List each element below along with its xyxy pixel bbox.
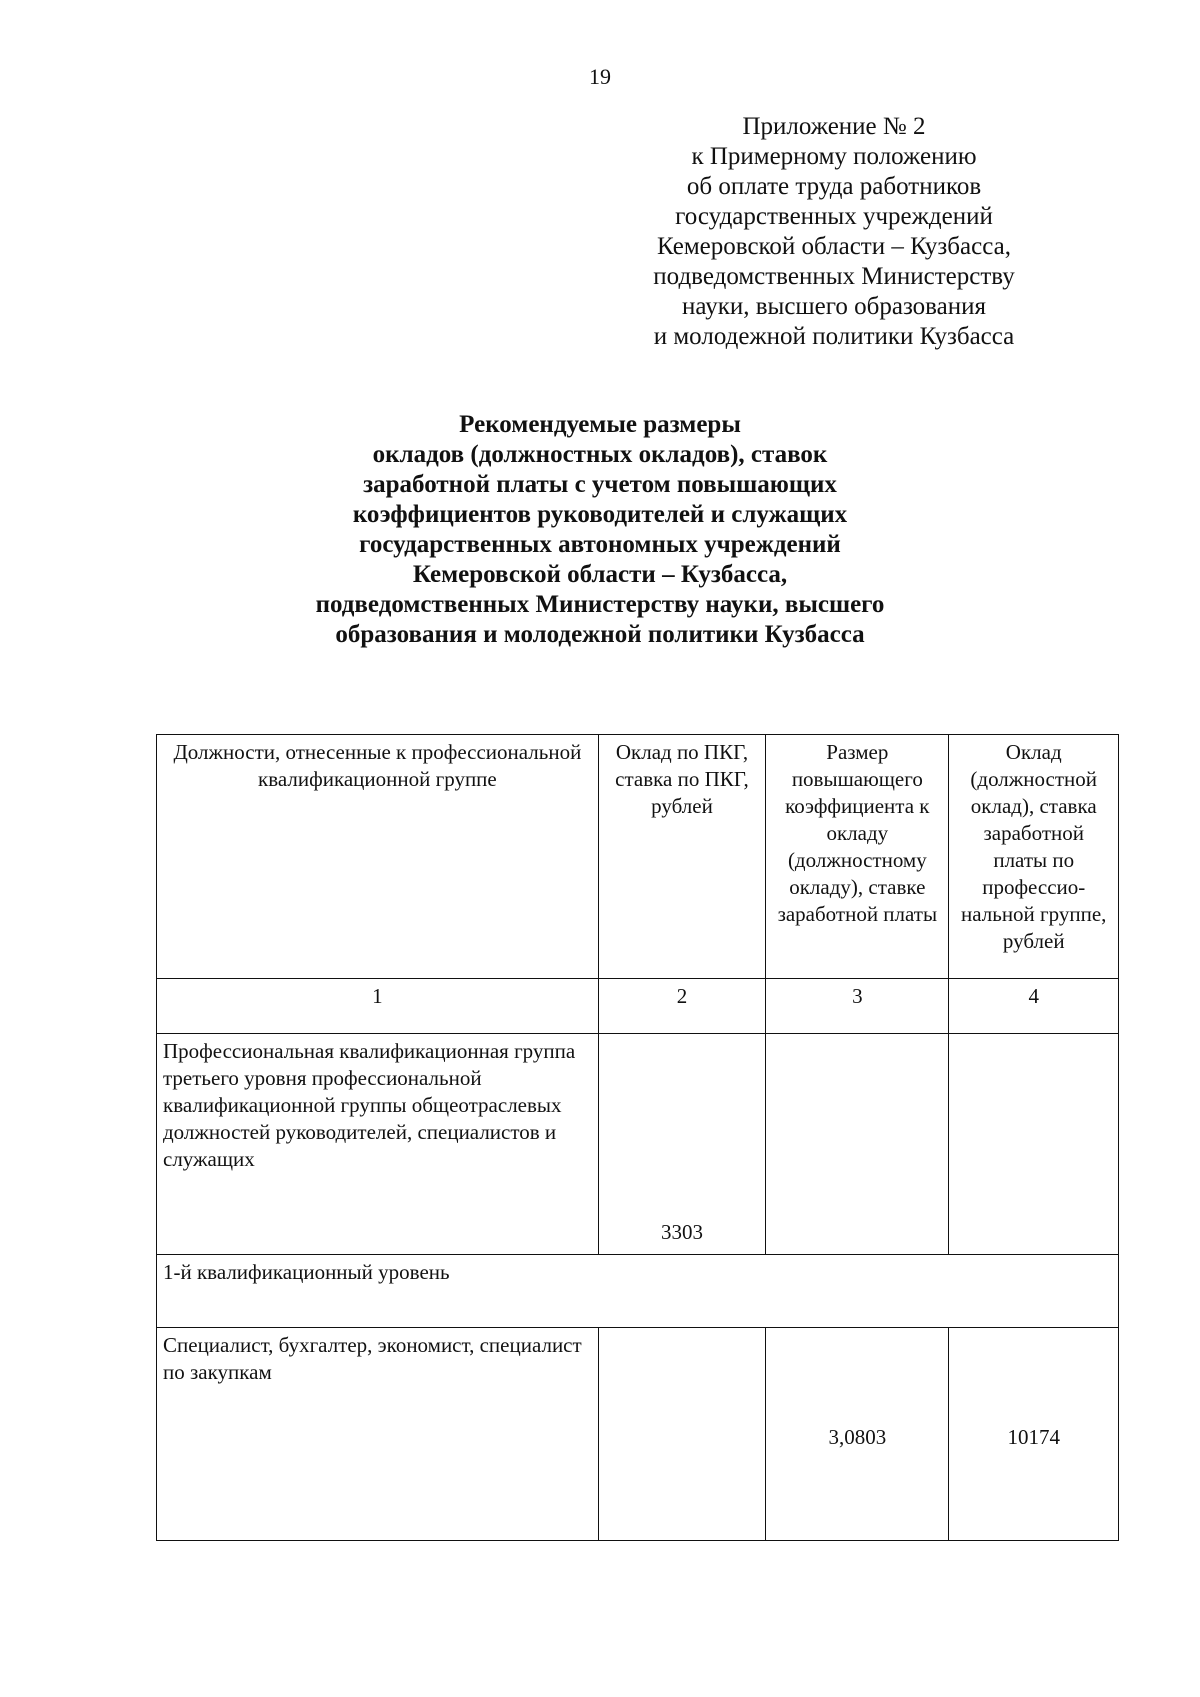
- appendix-line: науки, высшего образования: [681, 293, 987, 320]
- table-row-group: [157, 1034, 1119, 1255]
- column-number: 3: [766, 979, 949, 1034]
- salary-table: [156, 734, 1119, 1541]
- title-line: Рекомендуемые размеры: [459, 411, 741, 438]
- table-row-level: [157, 1255, 1119, 1328]
- appendix-line: и молодежной политики Кузбасса: [653, 323, 1015, 350]
- appendix-line: об оплате труда работников: [686, 173, 982, 200]
- group-base-salary: 3303: [598, 1034, 765, 1255]
- empty-cell: [766, 1034, 949, 1255]
- header-coefficient: Размер повышающего коэффициента к окладу (должностному окладу), ставке заработной платы: [766, 735, 949, 979]
- qualification-level: 1-й квалификационный уровень: [157, 1255, 1119, 1328]
- document-title: [240, 410, 960, 650]
- header-positions: Должности, отнесенные к профессиональной квалификационной группе: [157, 735, 599, 979]
- column-number: 2: [598, 979, 765, 1034]
- group-name: Профессиональная квалификационная группа третьего уровня профессиональной квалификационной группы общеотраслевых должностей руководителей, специалистов и служащих: [157, 1034, 599, 1255]
- column-number-row: [157, 979, 1119, 1034]
- appendix-line: государственных учреждений: [675, 203, 993, 230]
- appendix-line: Приложение № 2: [742, 113, 926, 140]
- title-line: подведомственных Министерству науки, высшего: [315, 591, 885, 618]
- column-number: 4: [949, 979, 1119, 1034]
- header-resulting-salary: Оклад (должностной оклад), ставка заработной платы по профессио-нальной группе, рублей: [949, 735, 1119, 979]
- title-line: заработной платы с учетом повышающих: [363, 471, 837, 498]
- column-number: 1: [157, 979, 599, 1034]
- title-line: окладов (должностных окладов), ставок: [372, 441, 828, 468]
- appendix-line: подведомственных Министерству: [653, 263, 1015, 290]
- page-number: 19: [589, 64, 611, 89]
- appendix-header: [636, 112, 1032, 352]
- appendix-line: Кемеровской области – Кузбасса,: [657, 233, 1011, 260]
- appendix-line: к Примерному положению: [691, 143, 977, 170]
- title-line: коэффициентов руководителей и служащих: [352, 501, 848, 528]
- position-name: Специалист, бухгалтер, экономист, специалист по закупкам: [157, 1328, 599, 1541]
- table-row-position: [157, 1328, 1119, 1541]
- header-base-salary: Оклад по ПКГ, ставка по ПКГ, рублей: [598, 735, 765, 979]
- title-line: образования и молодежной политики Кузбасса: [335, 621, 865, 648]
- empty-cell: [598, 1328, 765, 1541]
- title-line: Кемеровской области – Кузбасса,: [412, 561, 788, 588]
- empty-cell: [949, 1034, 1119, 1255]
- position-salary: 10174: [949, 1328, 1119, 1541]
- position-coefficient: 3,0803: [766, 1328, 949, 1541]
- table-header-row: [157, 735, 1119, 979]
- title-line: государственных автономных учреждений: [359, 531, 841, 558]
